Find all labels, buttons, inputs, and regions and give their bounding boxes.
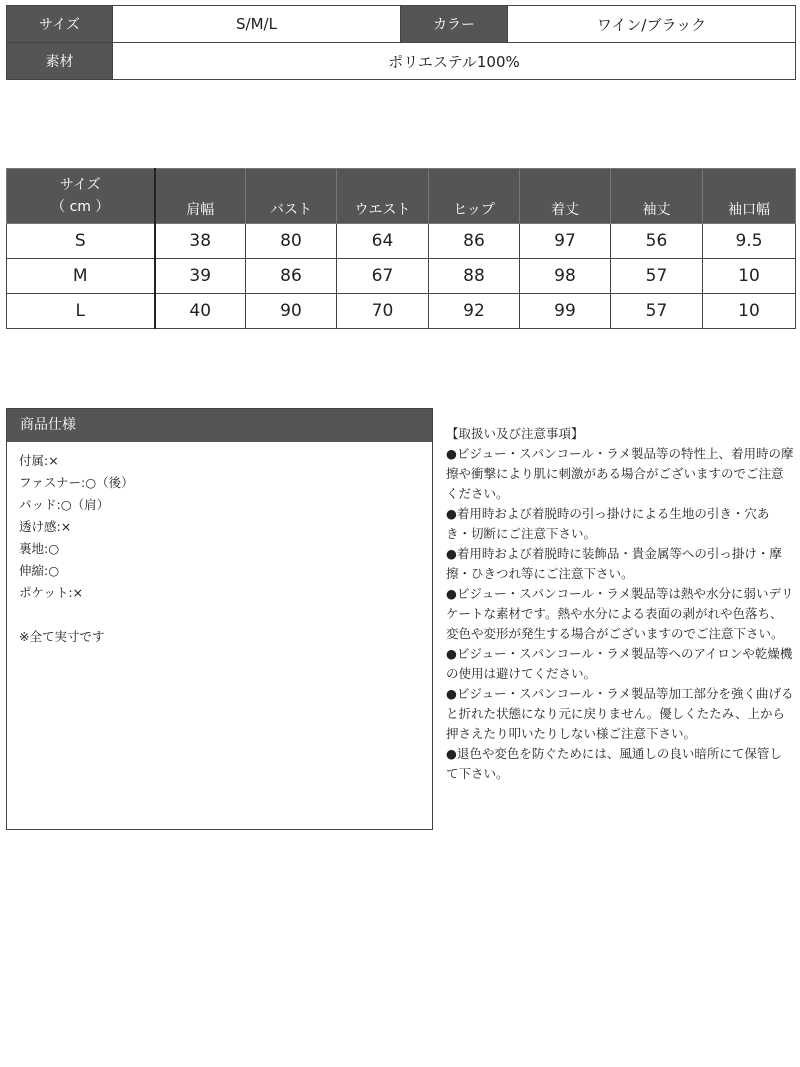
spec-item: 透け感:× — [19, 519, 72, 534]
size-chart-corner — [7, 169, 155, 224]
spec-note: ※全て実寸です — [19, 629, 105, 644]
table-cell: 88 — [429, 259, 520, 294]
table-cell: 80 — [246, 224, 337, 259]
spec-title: 商品仕様 — [7, 409, 432, 442]
header-hip: ヒップ — [429, 169, 520, 224]
size-chart-table — [6, 168, 796, 329]
spec-item: ファスナー:○（後） — [19, 475, 134, 490]
header-waist: ウエスト — [337, 169, 429, 224]
spec-list — [7, 442, 432, 648]
care-line: ●退色や変色を防ぐためには、風通しの良い暗所にて保管して下さい。 — [446, 746, 782, 781]
color-value: ワイン/ブラック — [508, 6, 796, 43]
table-cell: 86 — [429, 224, 520, 259]
product-info-table — [6, 5, 796, 80]
header-shoulder: 肩幅 — [155, 169, 246, 224]
table-row — [7, 224, 796, 259]
spec-item: 伸縮:○ — [19, 563, 60, 578]
info-row-material — [7, 43, 796, 80]
table-cell: 70 — [337, 294, 429, 329]
care-line: ●ビジュー・スパンコール・ラメ製品等の特性上、着用時の摩擦や衝撃により肌に刺激がある場合がございますのでご注意ください。 — [446, 446, 794, 501]
table-cell: 38 — [155, 224, 246, 259]
table-cell: 92 — [429, 294, 520, 329]
corner-label-unit: （ cm ） — [51, 199, 110, 215]
table-cell: 86 — [246, 259, 337, 294]
care-line: ●着用時および着脱時に装飾品・貴金属等への引っ掛け・摩擦・ひきつれ等にご注意下さい。 — [446, 546, 782, 581]
table-cell: 9.5 — [703, 224, 796, 259]
spec-item: 付属:× — [19, 453, 59, 468]
table-cell: 10 — [703, 294, 796, 329]
care-instructions — [446, 424, 794, 784]
info-row-size-color — [7, 6, 796, 43]
material-value: ポリエステル100% — [113, 43, 796, 80]
table-cell: 98 — [520, 259, 611, 294]
spec-item: ポケット:× — [19, 585, 84, 600]
care-line: ●ビジュー・スパンコール・ラメ製品等へのアイロンや乾燥機の使用は避けてください。 — [446, 646, 793, 681]
care-line: ●着用時および着脱時の引っ掛けによる生地の引き・穴あき・切断にご注意下さい。 — [446, 506, 770, 541]
product-spec-box — [6, 408, 433, 830]
size-label: サイズ — [7, 6, 113, 43]
table-cell: 56 — [611, 224, 703, 259]
table-cell: 64 — [337, 224, 429, 259]
table-cell: 57 — [611, 259, 703, 294]
table-cell: 90 — [246, 294, 337, 329]
row-size-label: M — [7, 259, 155, 294]
header-bust: バスト — [246, 169, 337, 224]
row-size-label: S — [7, 224, 155, 259]
size-chart-header-row — [7, 169, 796, 224]
table-cell: 40 — [155, 294, 246, 329]
header-length: 着丈 — [520, 169, 611, 224]
material-label: 素材 — [7, 43, 113, 80]
table-cell: 99 — [520, 294, 611, 329]
care-line: ●ビジュー・スパンコール・ラメ製品等加工部分を強く曲げると折れた状態になり元に戻りません。優しくたたみ、上から押さえたり叩いたりしない様ご注意下さい。 — [446, 686, 794, 741]
size-value: S/M/L — [113, 6, 401, 43]
spec-item: 裏地:○ — [19, 541, 60, 556]
table-cell: 10 — [703, 259, 796, 294]
table-cell: 67 — [337, 259, 429, 294]
table-cell: 97 — [520, 224, 611, 259]
care-line: ●ビジュー・スパンコール・ラメ製品等は熱や水分に弱いデリケートな素材です。熱や水分による表面の剥がれや色落ち、変色や変形が発生する場合がございますのでご注意下さい。 — [446, 586, 794, 641]
table-row — [7, 294, 796, 329]
table-row — [7, 259, 796, 294]
spec-item: パッド:○（肩） — [19, 497, 110, 512]
header-sleeve-length: 袖丈 — [611, 169, 703, 224]
table-cell: 39 — [155, 259, 246, 294]
header-cuff-width: 袖口幅 — [703, 169, 796, 224]
care-title: 【取扱い及び注意事項】 — [446, 426, 584, 441]
table-cell: 57 — [611, 294, 703, 329]
corner-label-size: サイズ — [59, 177, 101, 193]
row-size-label: L — [7, 294, 155, 329]
color-label: カラー — [401, 6, 508, 43]
